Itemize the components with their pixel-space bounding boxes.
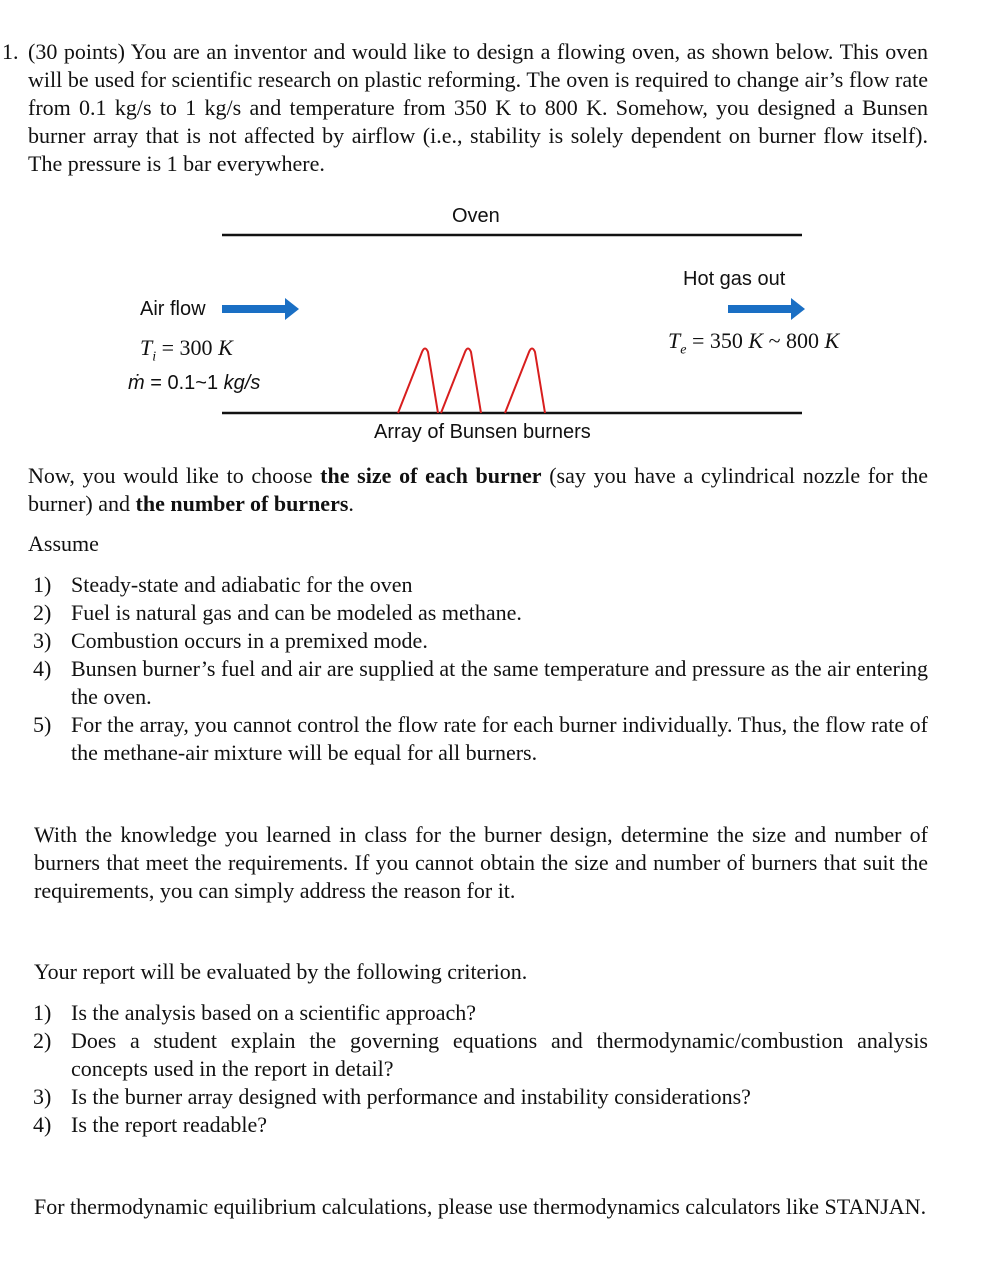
burners-label: Array of Bunsen burners bbox=[374, 421, 591, 443]
list-item: 4) Is the report readable? bbox=[33, 1112, 268, 1137]
footer-note: For thermodynamic equilibrium calculations, please use thermodynamics calculators like STANJAN. bbox=[34, 1194, 927, 1219]
list-item: 1) Is the analysis based on a scientific approach? bbox=[33, 1000, 477, 1025]
problem-number: 1. bbox=[2, 39, 19, 64]
list-item: 4) Bunsen burner’s fuel and air are supplied at the same temperature and pressure as the air entering the oven. bbox=[33, 656, 928, 709]
oven-label: Oven bbox=[452, 205, 500, 227]
hot-gas-label: Hot gas out bbox=[683, 268, 786, 290]
inlet-temperature: $T_i = 300$ K bbox=[140, 335, 233, 365]
mass-flow-rate: ṁ = 0.1~1 kg/s bbox=[128, 372, 261, 394]
hot-gas-arrow-icon bbox=[728, 298, 805, 320]
assume-label: Assume bbox=[28, 531, 99, 556]
bunsen-flames-icon bbox=[398, 349, 545, 414]
list-item: 3) Combustion occurs in a premixed mode. bbox=[33, 628, 428, 653]
exit-temperature: $T_e = 350$ K ~ 800 K bbox=[668, 328, 840, 358]
criteria-list bbox=[28, 999, 928, 1139]
task-paragraph: With the knowledge you learned in class for the burner design, determine the size and number of burners that meet the requirements. If you cannot obtain the size and number of burners that suit the requirements, you can simply address the reason for it. bbox=[34, 822, 928, 903]
air-flow-label: Air flow bbox=[140, 298, 206, 320]
assumptions-list bbox=[28, 571, 928, 767]
list-item: 3) Is the burner array designed with performance and instability considerations? bbox=[33, 1084, 751, 1109]
list-item: 1) Steady-state and adiabatic for the oven bbox=[33, 572, 413, 597]
problem-intro: (30 points) You are an inventor and would like to design a flowing oven, as shown below. This oven will be used for scientific research on plastic reforming. The oven is required to change air’s flow rate from 0.1 kg/s to 1 kg/s and temperature from 350 K to 800 K. Somehow, you designed a Bunsen burner array that is not affected by airflow (i.e., stability is solely dependent on burner flow itself). The pressure is 1 bar everywhere. bbox=[28, 39, 928, 176]
choose-paragraph: Now, you would like to choose the size of each burner (say you have a cylindrical nozzle for the burner) and the number of burners. bbox=[28, 463, 928, 516]
list-item: 2) Does a student explain the governing equations and thermodynamic/combustion analysis concepts used in the report in detail? bbox=[33, 1028, 928, 1081]
list-item: 2) Fuel is natural gas and can be modeled as methane. bbox=[33, 600, 522, 625]
list-item: 5) For the array, you cannot control the flow rate for each burner individually. Thus, the flow rate of the methane-air mixture will be equal for all burners. bbox=[33, 712, 928, 765]
air-flow-arrow-icon bbox=[222, 298, 299, 320]
criteria-intro: Your report will be evaluated by the following criterion. bbox=[34, 959, 528, 984]
